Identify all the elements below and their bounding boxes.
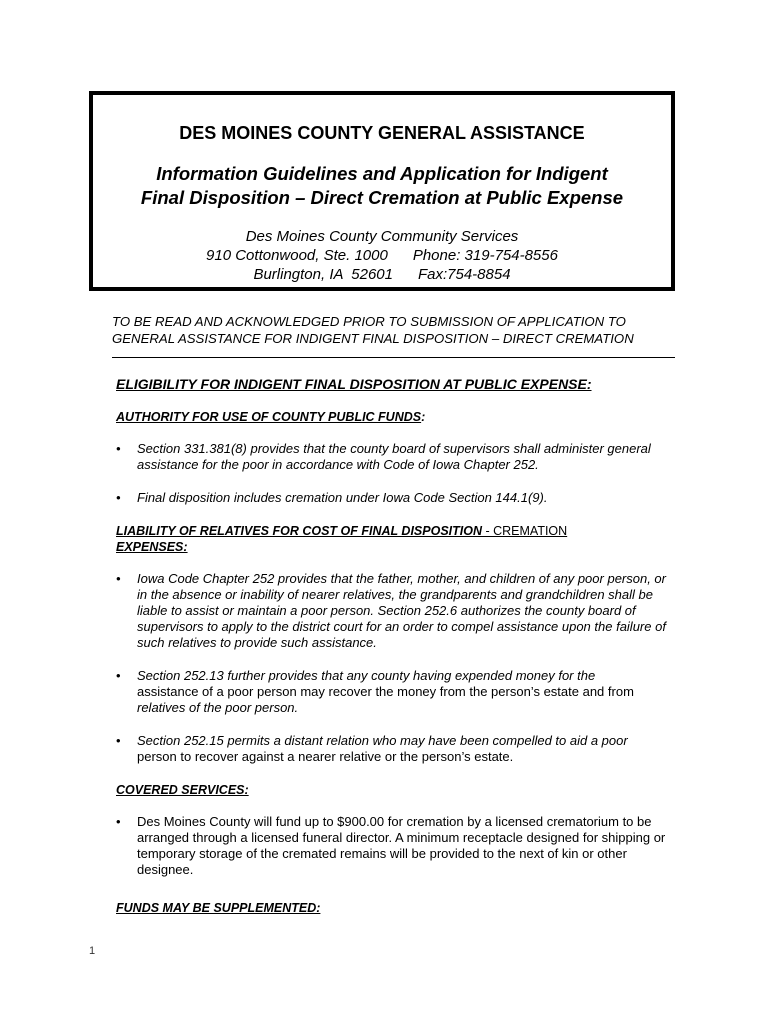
acknowledgement-line-2: GENERAL ASSISTANCE FOR INDIGENT FINAL DISPOSITION – DIRECT CREMATION — [112, 331, 634, 346]
page-number: 1 — [89, 945, 96, 957]
list-item — [116, 490, 676, 506]
liability-list — [116, 571, 676, 765]
liability-heading-plain: - CREMATION — [482, 524, 568, 538]
covered-services-heading — [116, 782, 676, 798]
liability-item-2-continued: assistance of a poor person may recover the money from the person’s estate and from — [137, 684, 634, 699]
subtitle-line-1: Information Guidelines and Application for Indigent — [156, 163, 608, 184]
bullet-icon: • — [116, 571, 121, 586]
bullet-icon: • — [116, 490, 121, 505]
bullet-icon: • — [116, 668, 121, 683]
authority-heading-text: AUTHORITY FOR USE OF COUNTY PUBLIC FUNDS — [116, 410, 422, 424]
agency-city-fax: Burlington, IA 52601 Fax:754-8854 — [253, 266, 511, 283]
list-item — [116, 571, 676, 651]
agency-name: Des Moines County Community Services — [245, 228, 519, 245]
acknowledgement-notice — [112, 313, 672, 347]
title-box — [89, 91, 675, 291]
liability-item-2: Section 252.13 further provides that any county having expended money for the — [137, 668, 596, 683]
list-item — [116, 733, 676, 765]
list-item — [116, 441, 676, 473]
acknowledgement-line-1: TO BE READ AND ACKNOWLEDGED PRIOR TO SUBMISSION OF APPLICATION TO — [112, 314, 626, 329]
funds-supplemented-heading-text: FUNDS MAY BE SUPPLEMENTED: — [116, 901, 321, 915]
org-title: DES MOINES COUNTY GENERAL ASSISTANCE — [179, 123, 585, 143]
eligibility-heading: ELIGIBILITY FOR INDIGENT FINAL DISPOSITION AT PUBLIC EXPENSE: — [116, 376, 592, 392]
eligibility-section — [116, 376, 676, 932]
liability-item-3: Section 252.15 permits a distant relation who may have been compelled to aid a poor — [137, 733, 628, 748]
liability-item-3-continued: person to recover against a nearer relative or the person’s estate. — [137, 749, 514, 764]
agency-address-phone: 910 Cottonwood, Ste. 1000 Phone: 319-754-8556 — [206, 247, 558, 264]
funds-supplemented-heading — [116, 900, 676, 916]
liability-heading-text: LIABILITY OF RELATIVES FOR COST OF FINAL DISPOSITION — [116, 524, 482, 538]
authority-heading-colon: : — [421, 410, 426, 424]
covered-services-list — [116, 814, 676, 878]
covered-services-heading-text: COVERED SERVICES: — [116, 783, 249, 797]
agency-contact — [93, 227, 671, 284]
bullet-icon: • — [116, 814, 121, 829]
authority-item-1: Section 331.381(8) provides that the county board of supervisors shall administer general assistance for the poor in accordance with Code of Iowa Chapter 252. — [137, 441, 651, 472]
list-item — [116, 668, 676, 716]
liability-item-2-end: relatives of the poor person. — [137, 700, 299, 715]
divider-line — [112, 357, 675, 358]
authority-item-2: Final disposition includes cremation under Iowa Code Section 144.1(9). — [137, 490, 548, 505]
bullet-icon: • — [116, 733, 121, 748]
subtitle-line-2: Final Disposition – Direct Cremation at Public Expense — [140, 187, 624, 208]
authority-list — [116, 441, 676, 506]
bullet-icon: • — [116, 441, 121, 456]
list-item — [116, 814, 676, 878]
authority-heading — [116, 409, 676, 425]
liability-item-1: Iowa Code Chapter 252 provides that the father, mother, and children of any poor person, or in the absence or inability of nearer relatives, the grandparents and grandchildren shall be liable to assist or maintain a poor person. Section 252.6 authorizes the county board of supervisors to apply to the district court for an order to compel assistance upon the failure of such relatives to provide such assistance. — [137, 571, 666, 650]
covered-item-1: Des Moines County will fund up to $900.00 for cremation by a licensed crematorium to be arranged through a licensed funeral director. A minimum receptacle designed for shipping or temporary storage of the cremated remains will be provided to the next of kin or other designee. — [137, 814, 666, 877]
document-subtitle — [93, 162, 671, 210]
liability-heading-end: EXPENSES: — [116, 540, 188, 554]
liability-heading — [116, 523, 676, 555]
